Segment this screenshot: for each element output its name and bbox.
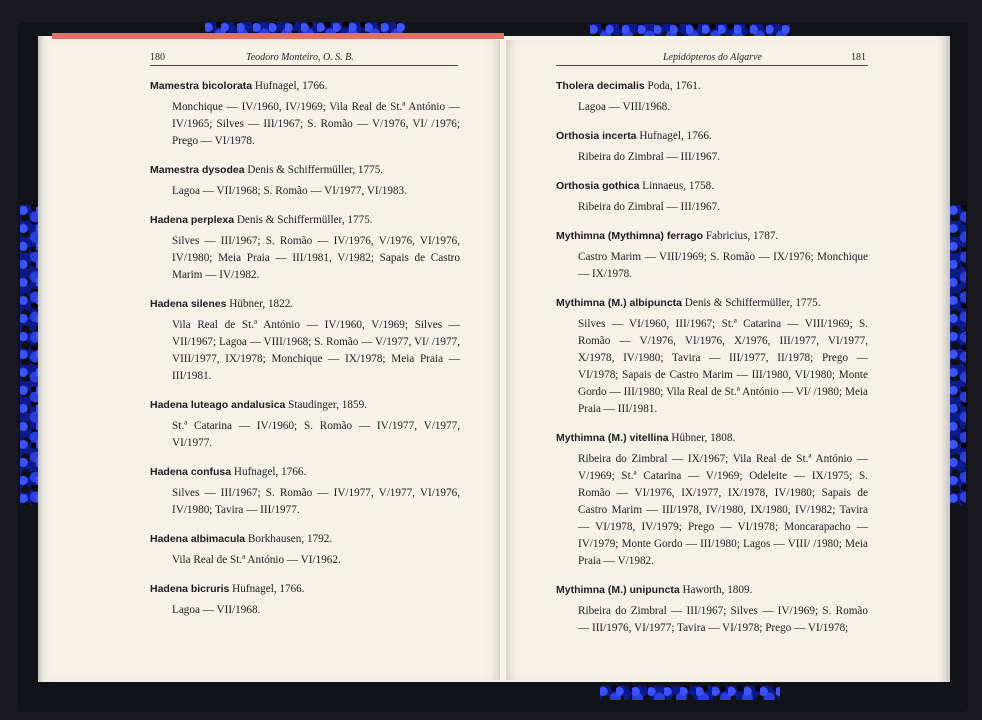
- species-name: Hadena luteago andalusica: [150, 399, 286, 411]
- species-name: Hadena albimacula: [150, 533, 246, 545]
- species-entry: [150, 212, 460, 284]
- species-entry: [150, 78, 460, 150]
- species-entry: [150, 162, 460, 200]
- locality-records: Lagoa — VII/1968.: [172, 604, 261, 616]
- species-name: Orthosia gothica: [556, 180, 640, 192]
- locality-records: Vila Real de St.ª António — VI/1962.: [172, 554, 341, 566]
- species-entry: [150, 464, 460, 519]
- species-author: Haworth, 1809.: [682, 584, 753, 596]
- right-running-title: Lepidópteros do Algarve: [663, 52, 762, 63]
- left-running-title: Teodoro Monteiro, O. S. B.: [246, 52, 354, 63]
- left-head-rule: [150, 65, 458, 66]
- species-entry: [556, 430, 868, 570]
- left-page-number: 180: [150, 52, 165, 63]
- species-entry: [150, 296, 460, 385]
- locality-records: Vila Real de St.ª António — IV/1960, V/1969; Silves — VII/1967; Lagoa — VIII/1968; S. Romão — V/1977, VI/ /1977, VIII/1977, IX/1978; Monchique — IX/1978; Meia Praia — III/1981.: [172, 319, 460, 382]
- species-author: Linnaeus, 1758.: [642, 180, 715, 192]
- species-name: Orthosia incerta: [556, 130, 637, 142]
- locality-records: Silves — III/1967; S. Romão — IV/1976, V/1976, VI/1976, IV/1980; Meia Praia — III/1981, V/1982; Sapais de Castro Marim — IV/1982.: [172, 235, 460, 281]
- species-author: Hübner, 1808.: [671, 432, 736, 444]
- species-author: Poda, 1761.: [647, 80, 701, 92]
- marbled-endpaper-right: [950, 205, 966, 505]
- locality-records: Ribeira do Zimbral — III/1967; Silves — IV/1969; S. Romão — III/1976, VI/1977; Tavira — VI/1978; Prego — VI/1978;: [578, 605, 868, 634]
- species-name: Hadena perplexa: [150, 214, 235, 226]
- species-name: Mythimna (M.) unipuncta: [556, 584, 680, 596]
- locality-records: St.ª Catarina — IV/1960; S. Romão — IV/1977, V/1977, VI/1977.: [172, 420, 460, 449]
- species-entry: [556, 128, 868, 166]
- species-name: Mamestra dysodea: [150, 164, 245, 176]
- locality-records: Lagoa — VII/1968; S. Romão — VI/1977, VI/1983.: [172, 185, 407, 197]
- locality-records: Lagoa — VIII/1968.: [578, 101, 671, 113]
- species-author: Denis & Schiffermüller, 1775.: [684, 297, 821, 309]
- species-name: Hadena silenes: [150, 298, 227, 310]
- species-author: Hufnagel, 1766.: [254, 80, 328, 92]
- right-head-rule: [556, 65, 868, 66]
- right-column: [556, 78, 868, 649]
- species-entry: [150, 397, 460, 452]
- species-entry: [556, 295, 868, 418]
- species-author: Borkhausen, 1792.: [247, 533, 333, 545]
- locality-records: Castro Marim — VIII/1969; S. Romão — IX/1976; Monchique — IX/1978.: [578, 251, 868, 280]
- locality-records: Silves — VI/1960, III/1967; St.ª Catarina — VIII/1969; S. Romão — V/1976, VI/1976, X/1976, III/1977, VI/1977, X/1978, IV/1980; Tavira — III/1977, II/1978; Prego — VI/1978; Sapais de Castro Marim — III/1980, VI/1980; Monte Gordo — III/1980; Vila Real de St.ª António — VI/ /1980; Meia Praia — III/1981.: [578, 318, 868, 415]
- species-name: Hadena confusa: [150, 466, 232, 478]
- species-author: Staudinger, 1859.: [288, 399, 367, 411]
- marbled-endpaper-bottom: [600, 686, 780, 700]
- species-name: Mythimna (Mythimna) ferrago: [556, 230, 704, 242]
- species-name: Tholera decimalis: [556, 80, 645, 92]
- left-column: [150, 78, 460, 631]
- species-author: Hufnagel, 1766.: [232, 583, 305, 595]
- species-name: Hadena bicruris: [150, 583, 230, 595]
- species-author: Denis & Schiffermüller, 1775.: [236, 214, 373, 226]
- species-entry: [556, 228, 868, 283]
- locality-records: Monchique — IV/1960, IV/1969; Vila Real de St.ª António — IV/1965; Silves — III/1967; S. Romão — V/1976, VI/ /1976; Prego — VI/1978.: [172, 101, 460, 147]
- right-page-number: 181: [851, 52, 866, 63]
- species-author: Hufnagel, 1766.: [639, 130, 712, 142]
- species-author: Hufnagel, 1766.: [233, 466, 307, 478]
- marbled-endpaper-left: [20, 205, 38, 505]
- species-name: Mamestra bicolorata: [150, 80, 253, 92]
- locality-records: Silves — III/1967; S. Romão — IV/1977, V/1977, VI/1976, IV/1980; Tavira — III/1977.: [172, 487, 460, 516]
- species-entry: [150, 531, 460, 569]
- red-page-edge: [52, 33, 504, 39]
- species-entry: [556, 582, 868, 637]
- species-author: Fabricius, 1787.: [705, 230, 779, 242]
- species-name: Mythimna (M.) albipuncta: [556, 297, 682, 309]
- left-running-head: [150, 52, 460, 63]
- species-author: Denis & Schiffermüller, 1775.: [247, 164, 384, 176]
- species-name: Mythimna (M.) vitellina: [556, 432, 669, 444]
- locality-records: Ribeira do Zimbral — III/1967.: [578, 151, 720, 163]
- species-entry: [556, 78, 868, 116]
- locality-records: Ribeira do Zimbral — IX/1967; Vila Real de St.ª António — V/1969; St.ª Catarina — V/1969; Odeleite — IX/1975; S. Romão — VI/1976, IX/1977, IX/1978, IV/1980; Sapais de Castro Marim — III/1978, IV/1980, IX/1980, IV/1982; Tavira — VI/1978, IV/1979; Prego — VI/1978; Moncarapacho — IV/1979; Monte Gordo — III/1980; Lagos — VIII/ /1980; Meia Praia — V/1982.: [578, 453, 868, 567]
- locality-records: Ribeira do Zimbral — III/1967.: [578, 201, 720, 213]
- species-author: Hübner, 1822.: [229, 298, 294, 310]
- species-entry: [150, 581, 460, 619]
- species-entry: [556, 178, 868, 216]
